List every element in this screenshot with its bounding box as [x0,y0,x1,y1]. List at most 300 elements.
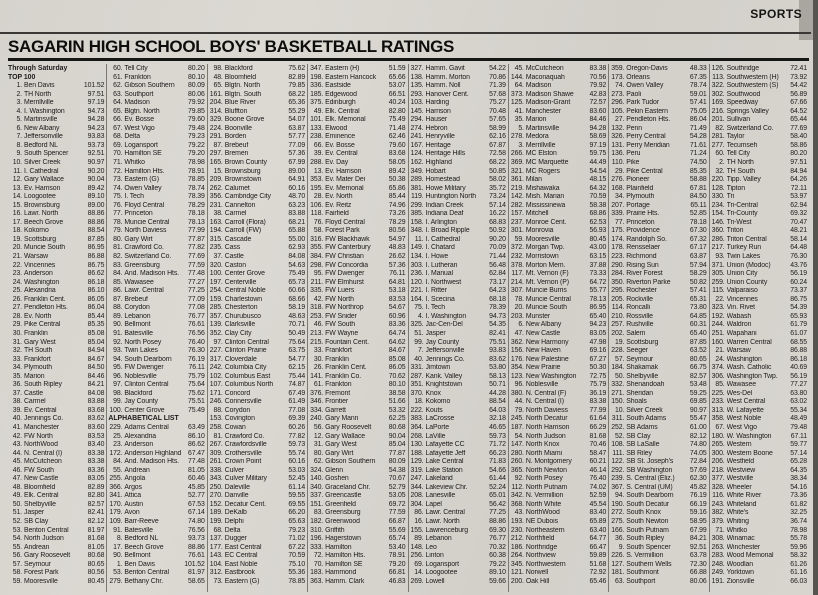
rating-row [510,321,606,330]
team-rank: 288. [310,159,324,167]
team-rank: 22. [12,261,22,269]
rating-row [410,91,506,100]
team-name: Wash. Catholic [726,364,772,372]
team-rating: 63.87 [288,124,306,132]
team-rating: 59.73 [288,441,306,449]
rating-row [510,569,606,578]
rating-row [209,492,305,501]
team-rank: 225. [711,389,725,397]
team-name: Silver Creek [24,159,61,167]
team-name: Crawford Co. [124,244,164,252]
rating-row [410,210,506,219]
team-name: Union (Modoc) [726,261,771,269]
rating-row [410,279,506,288]
team-rating: 36.19 [589,389,607,397]
team-name: Fremont [325,389,351,397]
team-name: Jeffersonville [24,133,63,141]
team-name: Bellmont [124,552,151,560]
rating-row [711,262,807,271]
team-rating: 83.36 [388,321,406,329]
team-name: Lebanon [425,535,452,543]
team-rating: 86.10 [188,432,205,440]
rating-row [410,108,506,117]
team-rating: 77.08 [188,304,205,312]
team-rating: 65.36 [288,99,306,107]
team-rank: 139. [209,321,223,329]
team-name: Jennings Co. [425,355,465,363]
team-name: DeKalb [224,509,247,517]
team-rank: 108. [611,441,625,449]
team-rank: 56. [12,552,22,560]
team-rating: 77.87 [388,449,406,457]
team-rating: 68.18 [489,295,506,303]
team-name: Merrillville [525,141,556,149]
team-name: TH North [726,159,754,167]
team-rating: 80.09 [188,82,205,90]
team-name: Southwood [726,90,761,98]
team-rating: 84.94 [790,167,807,175]
team-rating: 51.68 [589,560,607,568]
team-rank: 15. [213,167,223,175]
team-rank: 73. [113,176,123,184]
team-rating: 65.44 [790,116,807,124]
team-rating: 94.23 [87,124,105,132]
team-name: Lawrenceburg [425,526,468,534]
rating-row [209,193,305,202]
team-rating: 97.51 [87,90,105,98]
rating-row [711,133,807,142]
rating-row [610,475,706,484]
rating-row [711,168,807,177]
rating-row [711,219,807,228]
rating-row [108,236,204,245]
team-rank: 379. [711,517,725,525]
team-name: Twin Lakes [726,253,761,261]
rating-row [410,296,506,305]
team-name: Ev. Reitz [325,201,352,209]
team-rating: 76.40 [188,338,205,346]
team-name: Rising Sun [626,261,659,269]
team-name: Shenandoah [626,381,665,389]
rating-row [610,313,706,322]
team-rank: 87. [213,141,223,149]
rating-row [209,116,305,125]
team-name: FW Canterbury [325,244,371,252]
rating-row [711,65,807,74]
team-name: Bluffton [224,107,248,115]
rating-row [711,202,807,211]
team-rank: 48. [213,73,223,81]
team-name: Tri [726,193,735,201]
team-rating: 75.79 [589,381,607,389]
team-rating: 52.24 [489,483,506,491]
team-name: Bethany Chr. [124,577,164,585]
team-rank: 172. [109,449,123,457]
rating-row [410,159,506,168]
team-rating: 60.38 [489,552,506,560]
rating-row [108,270,204,279]
team-rating: 32.18 [489,415,506,423]
team-rank: 132. [611,124,625,132]
team-name: Blackford [224,65,253,72]
team-name: New Haven [525,347,561,355]
team-name: Eastside [325,82,351,90]
team-rating: 61.00 [689,423,707,431]
team-rank: 377. [711,475,725,483]
team-name: TH North [24,90,52,98]
team-rating: 86.05 [388,364,406,372]
team-rating: 65.93 [790,312,807,320]
team-rank: 68. [113,133,123,141]
team-rank: 248. [711,560,725,568]
team-name: Greensburg [325,509,361,517]
team-rating: 86.04 [689,116,707,124]
team-name: W. Lafayette [726,406,764,414]
team-rank: 287. [410,372,424,380]
team-name: Lakeland [425,475,453,483]
rating-row [209,244,305,253]
rating-row [510,458,606,467]
team-name: SB Clay [24,517,49,525]
team-name: Attica [124,492,142,500]
team-rating: 75.51 [188,398,205,406]
rating-row [209,159,305,168]
rating-row [108,407,204,416]
team-rank: 81. [213,432,223,440]
team-rank: 352. [209,329,223,337]
team-rating: 67.66 [790,99,807,107]
team-rank: 55. [12,543,22,551]
team-name: Jeffersonville [425,347,465,355]
rating-row [108,142,204,151]
team-name: Southridge [726,65,759,72]
team-name: Westfield [726,458,754,466]
team-rating: 55.78 [790,535,807,543]
team-rating: 72.41 [790,65,807,72]
team-rank: 57. [614,355,625,363]
rating-row [108,65,204,74]
team-rating: 68.21 [288,218,306,226]
rating-row [309,501,405,510]
team-rank: 278. [510,133,524,141]
rating-row [410,142,506,151]
team-rating: 83.53 [388,295,406,303]
rating-row [209,390,305,399]
rating-row [209,475,305,484]
team-rating: 84.94 [87,347,105,355]
team-rank: 355. [310,244,324,252]
rating-row [209,347,305,356]
team-name: NorthWood [525,509,560,517]
team-name: Tri-County [726,210,758,218]
team-rating: 78.13 [589,295,607,303]
team-rank: 166. [611,526,625,534]
rating-row [510,561,606,570]
team-rating: 54.42 [790,82,807,90]
team-rating: 72.30 [689,560,707,568]
team-rank: 46. [313,321,324,329]
rating-row [610,484,706,493]
team-rating: 64.52 [790,107,807,115]
rating-row [209,552,305,561]
team-rating: 82.57 [87,500,105,508]
team-rating: 53.40 [388,543,406,551]
team-rank: 113. [712,73,725,81]
team-rank: 286. [711,235,725,243]
team-rank: 316. [310,235,324,243]
team-rank: 57. [12,560,22,568]
rating-row [309,578,405,587]
rating-row [309,475,405,484]
team-rank: 156. [510,347,524,355]
team-rank: 39. [313,150,324,158]
team-rank: 106. [310,201,324,209]
team-name: Tell City [726,150,750,158]
team-rank: 59. [12,577,22,585]
team-rating: 66.03 [790,577,807,585]
team-rating: 60.16 [288,184,306,192]
team-rating: 57.14 [489,201,506,209]
team-rank: 331. [410,364,424,372]
team-rating: 90.20 [87,167,105,175]
team-name: New Prairie [525,364,561,372]
rating-row [711,518,807,527]
rating-row [309,244,405,253]
ratings-column [307,64,407,592]
ratings-column [709,64,809,592]
rating-row [309,381,405,390]
team-rank: 92. [113,338,123,346]
team-rating: 77.69 [188,253,205,261]
rating-row [209,450,305,459]
team-rank: 20. [12,244,22,252]
rating-row [610,321,706,330]
team-rank: 220. [711,176,725,184]
rating-row [209,176,305,185]
rating-row [510,116,606,125]
rating-row [108,458,204,467]
team-name: Danville [224,492,249,500]
team-rating: 53.05 [388,492,406,500]
rating-row [108,364,204,373]
team-rating: 62.53 [589,218,607,226]
team-name: Lawr. Central [124,287,164,295]
team-name: Western Boone [726,449,773,457]
team-name: Loogootee [425,569,458,577]
rating-row [108,509,204,518]
team-rating: 76.77 [489,535,506,543]
team-name: Greenfield [325,500,356,508]
team-rating: 78.13 [188,218,205,226]
team-rating: 64.48 [790,244,807,252]
team-name: Kouts [425,406,443,414]
team-name: New Washington [525,372,577,380]
team-rating: 90.04 [87,176,105,184]
team-rating: 62.25 [388,415,406,423]
team-rating: 82.12 [87,517,105,525]
rating-row [610,339,706,348]
team-name: Corydon [224,406,251,414]
team-rank: 240. [310,415,324,423]
team-name: Delta [124,133,140,141]
team-rank: 295. [611,287,625,295]
team-name: FW Snider [325,312,357,320]
team-name: Ev. Harrison [24,184,61,192]
team-rating: 76.56 [188,329,205,337]
team-rating: 54.38 [388,466,406,474]
team-rating: 80.06 [689,577,707,585]
team-rating: 76.19 [188,355,205,363]
rating-row [8,424,104,433]
rating-row [209,253,305,262]
team-rank: 378. [510,261,524,269]
team-rating: 88.86 [188,543,205,551]
team-name: Connersville [224,398,262,406]
team-rank: 89. [113,312,123,320]
team-name: Silver Creek [626,406,663,414]
team-name: Elk. Memorial [325,116,366,124]
team-rating: 64.72 [589,278,607,286]
team-name: Blgtn. South [224,90,262,98]
rating-row [209,424,305,433]
team-rating: 62.84 [489,270,506,278]
team-rank: 314. [209,107,223,115]
team-rating: 63.40 [589,526,607,534]
team-name: Rushville [626,321,654,329]
team-name: Hamilton SE [325,560,363,568]
team-name: Columbia City [224,364,267,372]
team-rating: 54.22 [489,65,506,72]
team-rating: 94.23 [589,321,607,329]
team-rank: 154. [711,210,725,218]
rating-row [711,509,807,518]
team-rating: 50.71 [489,381,506,389]
ratings-column [207,64,307,592]
team-rank: 297. [209,150,223,158]
team-name: Tri-West [726,218,752,226]
team-name: I. Howe [425,253,449,261]
team-rating: 74.96 [388,201,406,209]
rating-row [510,552,606,561]
rating-row [610,304,706,313]
team-name: Union County [726,278,768,286]
team-name: Triton [726,227,744,235]
team-rating: 58.32 [790,552,807,560]
team-rating: 89.42 [87,184,105,192]
rating-row [108,227,204,236]
team-rating: 66.47 [589,543,607,551]
team-rating: 57.68 [489,90,506,98]
team-name: Frankton [325,381,352,389]
team-rank: 67. [113,124,123,132]
team-rating: 50.85 [489,167,506,175]
team-name: Seymour [24,560,51,568]
team-rating: 79.22 [188,141,205,149]
rating-row [209,509,305,518]
team-rating: 62.30 [689,475,707,483]
team-name: Gary West [325,441,357,449]
team-rank: 17. [12,218,22,226]
team-name: Benton Central [24,526,69,534]
rating-row [711,527,807,536]
team-name: Boone Grove [224,116,265,124]
rating-row [209,535,305,544]
team-rank: 320. [209,261,223,269]
team-rating: 75.62 [288,65,306,72]
rating-row [510,398,606,407]
rating-row [309,150,405,159]
team-rank: 39. [12,406,22,414]
team-name: FW Wayne [325,329,359,337]
rating-row [309,552,405,561]
team-rank: 256. [410,552,424,560]
team-name: Hauser [425,116,448,124]
team-name: Washington [24,278,60,286]
team-rank: 23. [12,270,22,278]
team-rank: 335. [310,287,324,295]
team-rating: 35.72 [489,184,506,192]
team-name: Morgan Twp. [525,244,565,252]
team-rank: 373. [510,90,524,98]
rating-row [711,433,807,442]
team-rating: 64.23 [489,287,506,295]
rating-row [610,74,706,83]
team-name: LaPorte [425,423,449,431]
team-rank: 205. [611,295,625,303]
team-name: Madison Shawe [525,90,574,98]
team-rank: 195. [310,184,324,192]
rating-row [610,433,706,442]
team-rating: 79.85 [188,107,205,115]
team-rank: 193. [510,517,524,525]
team-name: Vincennes [24,261,56,269]
team-name: Jac-Cen-Del [425,321,463,329]
team-rank: 255. [109,475,123,483]
team-rank: 60. [715,150,725,158]
team-rating: 82.12 [689,432,707,440]
team-rating: 86.62 [188,441,205,449]
team-rating: 51.66 [388,398,406,406]
team-rank: 42. [313,295,324,303]
team-name: Southport [124,90,154,98]
team-rating: 83.88 [288,210,306,218]
team-name: Crown Point [224,458,262,466]
team-name: Churubusco [224,312,261,320]
rating-row [108,552,204,561]
rating-row [309,159,405,168]
team-rank: 12. [313,432,324,440]
rating-row [108,116,204,125]
team-name: Forest Park [24,569,59,577]
rating-row [108,535,204,544]
team-rank: 43. [12,441,22,449]
rating-row [610,185,706,194]
team-rank: 41. [514,107,524,115]
team-rating: 63.02 [790,398,807,406]
team-name: South Spencer [626,543,671,551]
team-name: Park Tudor [626,99,659,107]
rating-row [209,373,305,382]
rating-row [410,578,506,587]
rating-row [108,484,204,493]
team-name: North Putnam [525,483,568,491]
team-rating: 53.03 [288,466,306,474]
rating-row [510,91,606,100]
team-rank: 65. [213,82,223,90]
team-rating: 76.30 [188,347,205,355]
team-rating: 56.48 [489,261,506,269]
team-rating: 65.28 [790,458,807,466]
